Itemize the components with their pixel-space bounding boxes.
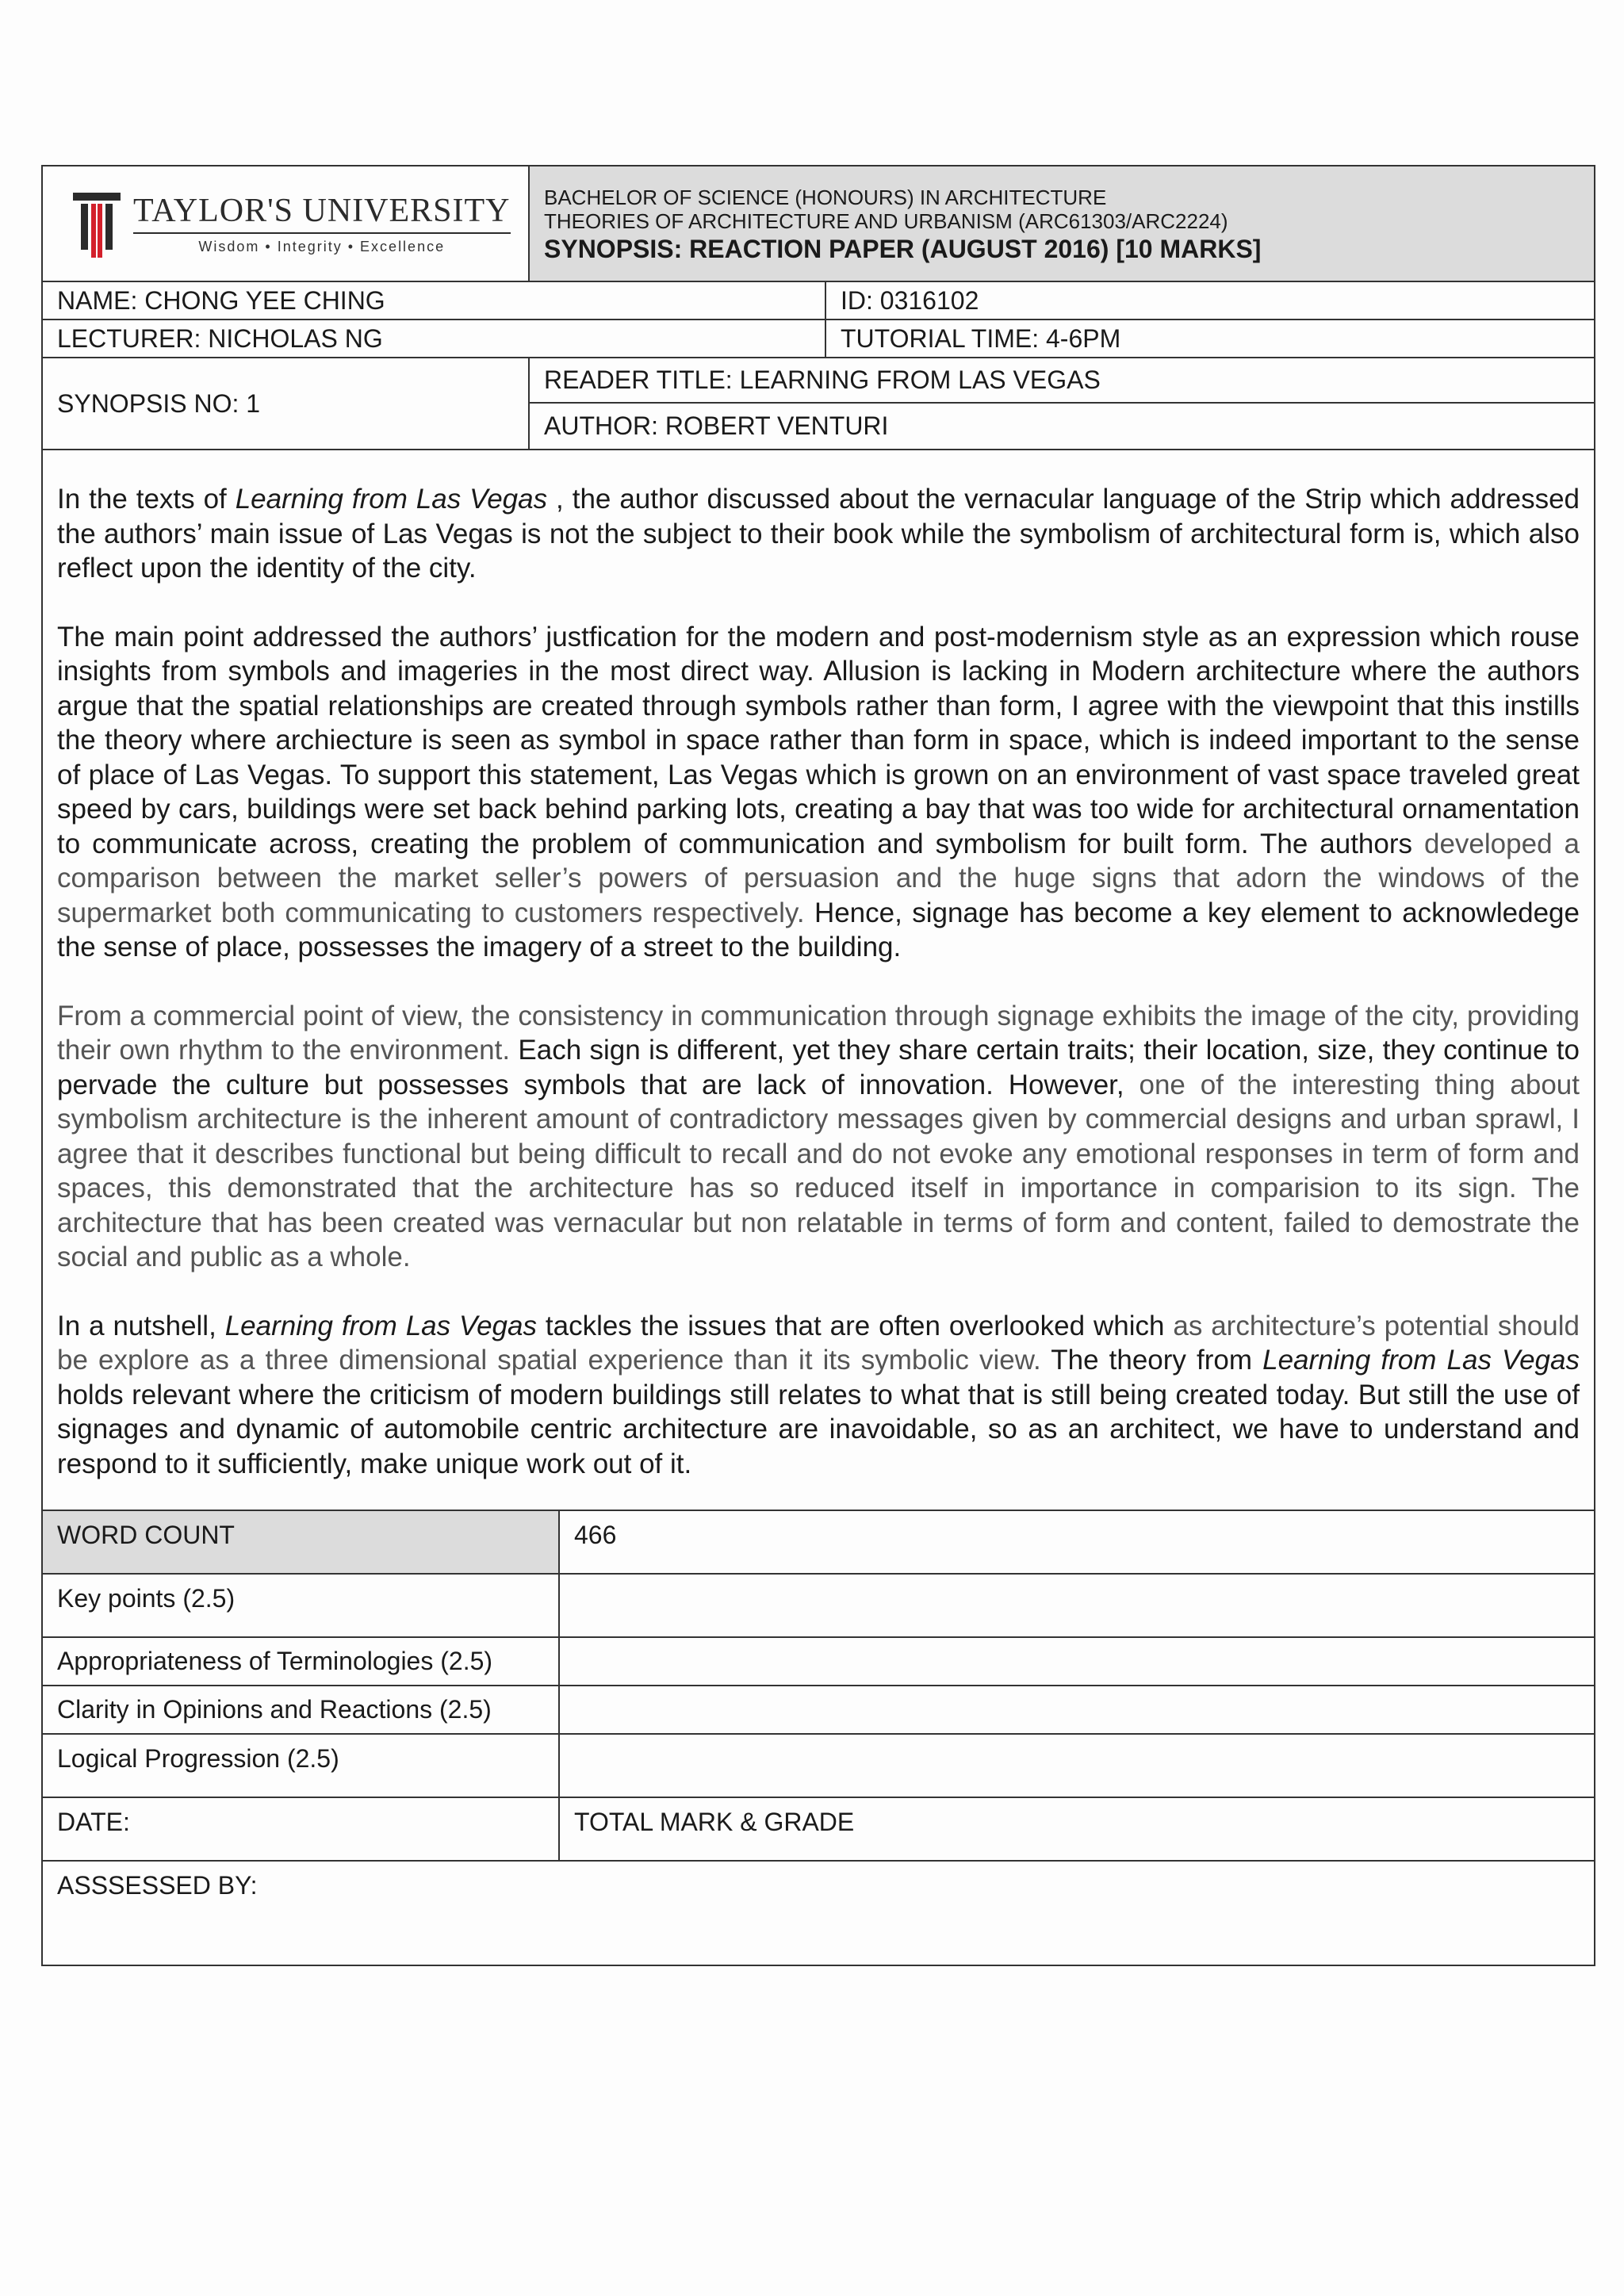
date-label: DATE: (43, 1798, 560, 1860)
logical-score[interactable] (560, 1735, 1594, 1797)
text-span: holds relevant where the criticism of modern buildings still relates to what that is still being created today. But still the use of signages and dynamic of automobile centric architecture are inavoidable, so as an architect, we have to understand and respond to it sufficiently, make unique work out of it. (57, 1379, 1580, 1479)
text-span: The theory from (1040, 1345, 1263, 1376)
text-span: Each sign is different, yet they share certain traits; their location, size, they continue to pervade the culture but possesses symbols that are lack of innovation. However, (57, 1035, 1580, 1100)
text-span: one of the interesting thing about symbolism architecture is the inherent amount of contradictory messages given by commercial designs and urban sprawl, I agree that it describes functional but being difficult to recall and do not evoke any emotional responses in term of form and spaces, this demonstrated that the architecture has so reduced itself in importance in comparision to its sign. The architecture that has been created was vernacular but non relatable in terms of form and content, failed to demostrate the social and public as a whole. (57, 1069, 1580, 1272)
body-row (43, 450, 1594, 1511)
book-title: Learning from Las Vegas (1262, 1345, 1580, 1376)
terminologies-row (43, 1638, 1594, 1686)
university-motto: Wisdom • Integrity • Excellence (198, 238, 446, 254)
clarity-label: Clarity in Opinions and Reactions (2.5) (43, 1686, 560, 1733)
clarity-score[interactable] (560, 1686, 1594, 1733)
date-row (43, 1798, 1594, 1862)
book-title: Learning from Las Vegas (235, 484, 548, 515)
lecturer-name: LECTURER: NICHOLAS NG (43, 320, 826, 357)
reader-author: AUTHOR: ROBERT VENTURI (544, 411, 889, 440)
word-count-label: WORD COUNT (43, 1511, 560, 1573)
text-span: developed a comparison between the market seller’s powers of persuasion and the huge signs that adorn the windows of the supermarket both communicating to customers respectively. (57, 828, 1580, 928)
book-title: Learning from Las Vegas (224, 1310, 537, 1341)
university-name: TAYLOR'S UNIVERSITY (133, 193, 511, 234)
total-mark-label: TOTAL MARK & GRADE (574, 1808, 855, 1836)
logical-label: Logical Progression (2.5) (43, 1735, 560, 1797)
text-span: In a nutshell, (57, 1310, 225, 1341)
paragraph-2 (57, 620, 1580, 965)
text-span: tackles the issues that are often overlooked which (536, 1310, 1174, 1341)
key-points-score[interactable] (560, 1575, 1594, 1636)
course-cell (530, 166, 1594, 281)
tutorial-time: TUTORIAL TIME: 4-6PM (841, 323, 1121, 353)
synopsis-number: SYNOPSIS NO: 1 (43, 358, 530, 449)
logo-cell (43, 166, 530, 281)
lecturer-row (43, 320, 1594, 358)
assessed-by-label: ASSSESSED BY: (57, 1871, 258, 1900)
reaction-paper-body (43, 450, 1594, 1510)
text-span: Hence, signage has become a key element to acknowledege the sense of place, possesses the imagery of a street to the building. (57, 897, 1580, 962)
text-span: In the texts of (57, 484, 236, 515)
assignment-title: SYNOPSIS: REACTION PAPER (AUGUST 2016) [10 MARKS] (544, 235, 1262, 263)
reader-title: READER TITLE: LEARNING FROM LAS VEGAS (530, 358, 1594, 404)
program-name: BACHELOR OF SCIENCE (HONOURS) IN ARCHITECTURE (544, 186, 1107, 209)
student-id: ID: 0316102 (841, 285, 979, 315)
clarity-row (43, 1686, 1594, 1735)
paragraph-4 (57, 1309, 1580, 1482)
text-span: as architecture’s potential should be explore as a three dimensional spatial experience than it its symbolic view. (57, 1310, 1580, 1376)
synopsis-row (43, 358, 1594, 450)
paragraph-3 (57, 999, 1580, 1275)
logical-row (43, 1735, 1594, 1798)
text-span: The main point addressed the authors’ justfication for the modern and post-modernism style as an expression which rouse insights from symbols and imageries in the most direct way. Allusion is lacking in Modern architecture where the authors argue that the spatial relationships are created through symbols rather than form, I agree with the viewpoint that this instills the theory where archiecture is seen as symbol in space rather than form in space, which is indeed important to the sense of place of Las Vegas. To support this statement, Las Vegas which is grown on an environment of vast space traveled great speed by cars, buildings were set back behind parking lots, creating a bay that was too wide for architectural ornamentation to communicate across, creating the problem of communication and symbolism for built form. The authors (57, 621, 1580, 859)
key-points-label: Key points (2.5) (43, 1575, 560, 1636)
terminologies-label: Appropriateness of Terminologies (2.5) (43, 1638, 560, 1685)
word-count-value: 466 (574, 1521, 617, 1549)
student-name: NAME: CHONG YEE CHING (43, 282, 826, 319)
header-row (43, 166, 1594, 282)
university-logo (73, 188, 511, 259)
paragraph-1 (57, 482, 1580, 586)
terminologies-score[interactable] (560, 1638, 1594, 1685)
key-points-row (43, 1575, 1594, 1638)
name-row (43, 282, 1594, 320)
text-span: , the author discussed about the vernacular language of the Strip which addressed the authors’ main issue of Las Vegas is not the subject to their book while the symbolism of architectural form is, which also reflect upon the identity of the city. (57, 484, 1580, 584)
course-name: THEORIES OF ARCHITECTURE AND URBANISM (ARC61303/ARC2224) (544, 209, 1228, 233)
text-span: From a commercial point of view, the consistency in communication through signage exhibits the image of the city, providing their own rhythm to the environment. (57, 1000, 1580, 1066)
assessed-row (43, 1862, 1594, 1965)
synopsis-form (41, 165, 1595, 1966)
word-count-row (43, 1511, 1594, 1575)
taylors-crest-icon (73, 188, 121, 259)
